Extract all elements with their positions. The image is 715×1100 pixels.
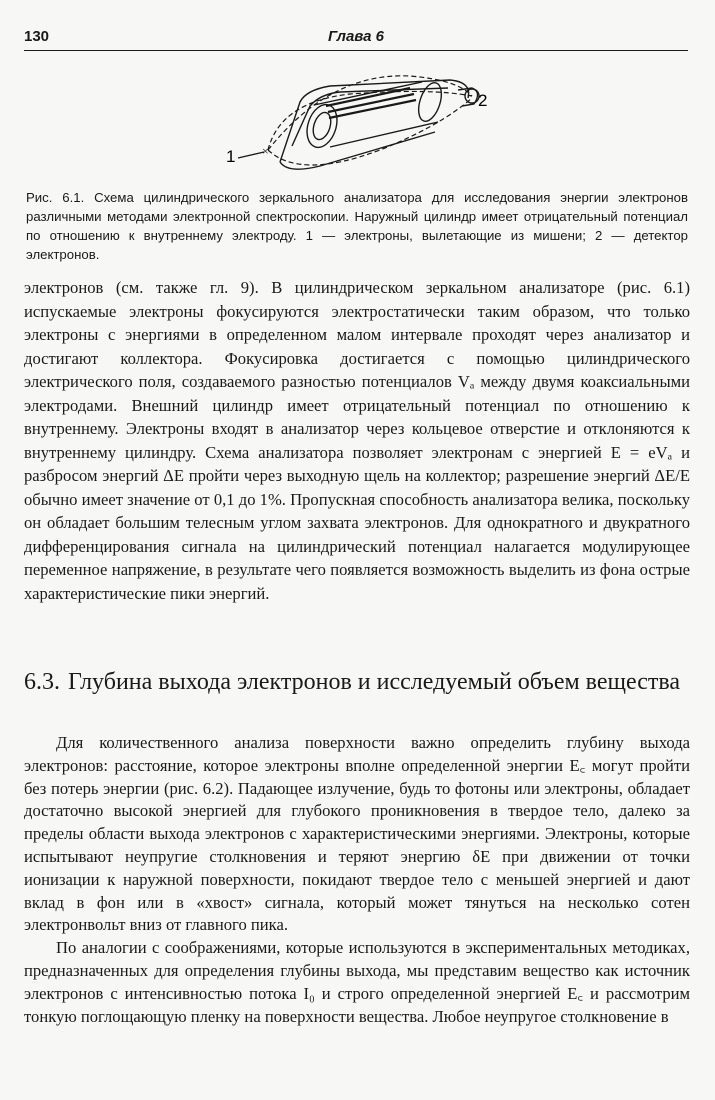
paragraph-2: Для количественного анализа поверхности важно определить глубину выхода электронов: расстояние, которое электроны вполне определенной энергии E꜀ могут пройти без потерь энергии (рис. 6.2). Падающее излучение, будь то фотоны или электроны, обладает достаточно высокой энергией для глубокого проникновения в твердое тело, далеко за пределы области выхода электронов с характеристическими энергиями. Электроны, которые испытывают неупругие столкновения и теряют энергию δE при движении от точки ионизации к наружной поверхности, покидают твердое тело с меньшей энергией и дают вклад в фон или в «хвост» сигнала, который может тянуться на несколько сотен электронвольт вниз от главного пика. — [24, 733, 690, 935]
page-header — [24, 26, 688, 51]
figure-caption: Рис. 6.1. Схема цилиндрического зеркального анализатора для исследования энергии электронов различными методами электронной спектроскопии. Наружный цилиндр имеет отрицательный потенциал по отношению к внутреннему электроду. 1 — электроны, вылетающие из мишени; 2 — детектор электронов. — [26, 190, 688, 262]
paragraph-1: электронов (см. также гл. 9). В цилиндрическом зеркальном анализаторе (рис. 6.1) испускаемые электроны фокусируются электростатически таким образом, что только электроны с энергиями в определенном малом интервале проходят через анализатор и достигают коллектора. Фокусировка достигается с помощью цилиндрического электрического поля, создаваемого разностью потенциалов Vₐ между двумя коаксиальными электродами. Внешний цилиндр имеет отрицательный потенциал по отношению к внутреннему. Электроны входят в анализатор через кольцевое отверстие и отклоняются к внутреннему цилиндру. Схема анализатора позволяет электронам с энергией E = eVₐ и разбросом энергий ΔE пройти через выходную щель на коллектор; разрешение энергий ΔE/E обычно имеет значение от 0,1 до 1%. Пропускная способность анализатора велика, поскольку он обладает большим телесным углом захвата электронов. Для однократного и двукратного дифференцирования сигнала на цилиндрический потенциал налагается модулирующее переменное напряжение, в результате чего появляется возможность выделить из фона острые характеристические пики энергий. — [24, 278, 690, 603]
analyzer-diagram — [210, 62, 510, 182]
body-text-top — [24, 276, 690, 605]
section-title: Глубина выхода электронов и исследуемый объем вещества — [68, 669, 681, 695]
paragraph-3: По аналогии с соображениями, которые используются в экспериментальных методиках, предназначенных для определения глубины выхода, мы представим вещество как источник электронов с интенсивностью потока I₀ и строго определенной энергией E꜀ и рассмотрим тонкую поглощающую пленку на поверхности вещества. Любое неупругое столкновение в — [24, 938, 690, 1026]
chapter-title: Глава 6 — [327, 28, 385, 45]
svg-text:×: × — [262, 144, 269, 158]
page-number: 130 — [24, 28, 50, 45]
figure-label-2: 2 — [478, 91, 488, 110]
section-heading — [24, 670, 690, 695]
body-text-bottom — [24, 732, 690, 1028]
figure-label-1: 1 — [226, 147, 236, 166]
section-number: 6.3. — [24, 669, 60, 695]
